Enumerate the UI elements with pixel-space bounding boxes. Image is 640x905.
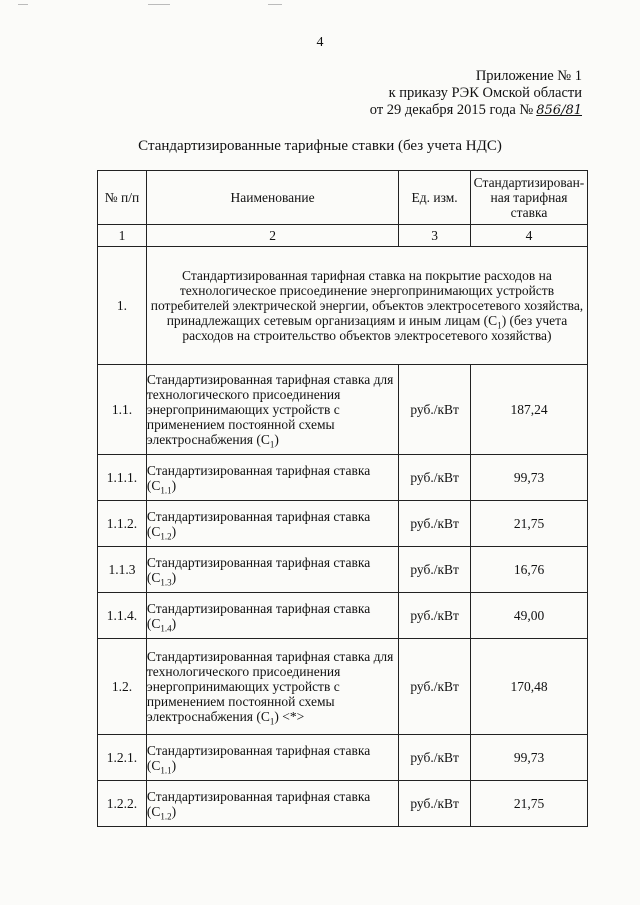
row-unit: руб./кВт — [399, 501, 471, 547]
table-row — [98, 593, 588, 639]
row-num: 1.1.4. — [98, 593, 147, 639]
row-unit: руб./кВт — [399, 455, 471, 501]
row-rate: 21,75 — [471, 501, 588, 547]
appendix-order-date — [370, 102, 582, 119]
row-rate: 16,76 — [471, 547, 588, 593]
scan-artifact — [268, 4, 282, 5]
appendix-order-ref: к приказу РЭК Омской области — [388, 85, 582, 101]
table-header-row — [98, 171, 588, 225]
row-rate: 187,24 — [471, 365, 588, 455]
row-rate: 49,00 — [471, 593, 588, 639]
order-date-text: от 29 декабря 2015 года № — [369, 102, 534, 118]
row-unit: руб./кВт — [399, 781, 471, 827]
table-row — [98, 365, 588, 455]
row-name: Стандартизированная тарифная ставка $(С_{1.2})$ — [146, 781, 398, 827]
row-num: 1.1.1. — [98, 455, 147, 501]
tariff-rates-table — [97, 170, 588, 827]
row-rate: 99,73 — [471, 735, 588, 781]
row-unit: руб./кВт — [399, 735, 471, 781]
row-rate: 170,48 — [471, 639, 588, 735]
scan-artifact — [18, 4, 28, 5]
index-cell: 3 — [399, 225, 471, 247]
row-unit: руб./кВт — [399, 365, 471, 455]
header-name: Наименование — [146, 171, 398, 225]
table-row — [98, 547, 588, 593]
row-num: 1.2.2. — [98, 781, 147, 827]
row-name: Стандартизированная тарифная ставка $(С_{1.2})$ — [146, 501, 398, 547]
row-num: 1.1.3 — [98, 547, 147, 593]
table-row — [98, 639, 588, 735]
index-cell: 4 — [471, 225, 588, 247]
column-index-row — [98, 225, 588, 247]
table-row — [98, 455, 588, 501]
section-text: Стандартизированная тарифная ставка на покрытие расходов на технологическое присоединение энергопринимающих устройств потребителей электрической энергии, объектов электросетевого хозяйства, принадлежащих сетевым организациям и иным лицам $(С_1)$ (без учета расходов на строительство объектов электросетевого хозяйства) — [146, 247, 587, 365]
row-name: Стандартизированная тарифная ставка $(С_{1.3})$ — [146, 547, 398, 593]
row-name: Стандартизированная тарифная ставка $(С_{1.1})$ — [146, 455, 398, 501]
row-num: 1.1.2. — [98, 501, 147, 547]
row-unit: руб./кВт — [399, 593, 471, 639]
index-cell: 1 — [98, 225, 147, 247]
section-row — [98, 247, 588, 365]
appendix-title: Приложение № 1 — [475, 68, 582, 84]
header-rate: Стандартизирован-ная тарифная ставка — [471, 171, 588, 225]
row-unit: руб./кВт — [399, 547, 471, 593]
row-name: Стандартизированная тарифная ставка для технологического присоединения энергопринимающих устройств с применением постоянной схемы электроснабжения $(С_1)$ — [146, 365, 398, 455]
row-name: Стандартизированная тарифная ставка $(С_{1.1})$ — [146, 735, 398, 781]
row-name: Стандартизированная тарифная ставка $(С_{1.4})$ — [146, 593, 398, 639]
page-number: 4 — [316, 35, 324, 50]
section-num: 1. — [98, 247, 147, 365]
row-name: Стандартизированная тарифная ставка для технологического присоединения энергопринимающих устройств с применением постоянной схемы электроснабжения $(С_1)$ <*> — [146, 639, 398, 735]
scan-artifact — [148, 4, 170, 5]
order-number: 856/81 — [536, 103, 582, 118]
appendix-header — [370, 68, 582, 119]
row-num: 1.1. — [98, 365, 147, 455]
row-unit: руб./кВт — [399, 639, 471, 735]
row-num: 1.2.1. — [98, 735, 147, 781]
table-row — [98, 501, 588, 547]
header-num: № п/п — [98, 171, 147, 225]
index-cell: 2 — [146, 225, 398, 247]
document-title: Стандартизированные тарифные ставки (без учета НДС) — [138, 138, 502, 154]
table-row — [98, 735, 588, 781]
header-unit: Ед. изм. — [399, 171, 471, 225]
table-row — [98, 781, 588, 827]
row-rate: 99,73 — [471, 455, 588, 501]
row-num: 1.2. — [98, 639, 147, 735]
row-rate: 21,75 — [471, 781, 588, 827]
